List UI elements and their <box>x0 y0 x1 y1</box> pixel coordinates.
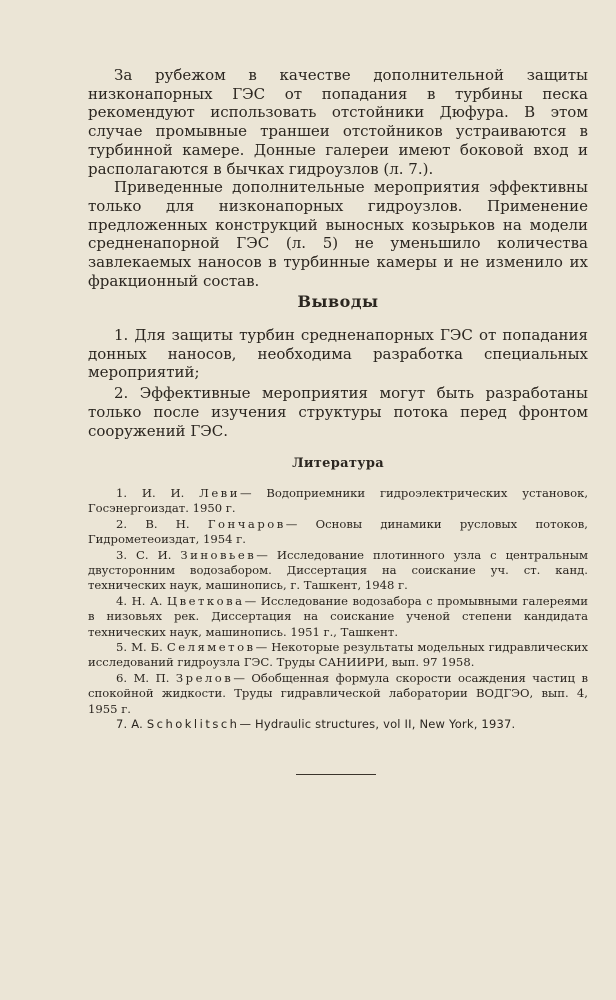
reference-number: 3. <box>116 547 128 562</box>
reference-initials: И. И. <box>141 486 185 500</box>
reference-initials: Н. А. <box>131 593 163 608</box>
conclusion-item-1: 1. Для защиты турбин средненапорных ГЭС от попадания донных наносов, необходима разработка специальных мероприятий; <box>88 326 588 382</box>
reference-item <box>88 486 588 517</box>
reference-text: — Обобщенная формула скорости осаждения частиц в спокойной жидкости. Труды гидравлической лаборатории ВОДГЭО, вып. 4, 1955 г. <box>88 670 588 716</box>
reference-author: Гончаров <box>207 516 286 531</box>
reference-item <box>88 594 588 640</box>
reference-number: 2. <box>116 516 128 531</box>
reference-author: Леви <box>199 486 240 500</box>
reference-item <box>88 548 588 594</box>
body-text <box>88 66 588 290</box>
reference-number: 1. <box>116 486 128 500</box>
reference-text: — Некоторые результаты модельных гидравлических исследований гидроузла ГЭС. Труды САНИИРИ, вып. 97 1958. <box>88 640 588 670</box>
reference-item <box>88 717 588 732</box>
reference-number: 4. <box>116 593 128 608</box>
conclusions-list <box>88 326 588 442</box>
reference-initials: В. Н. <box>145 516 190 531</box>
reference-initials: М. Б. <box>131 640 163 655</box>
reference-text: — Водоприемники гидроэлектрических установок, Госэнергоиздат. 1950 г. <box>88 486 588 516</box>
reference-number: 5. <box>116 640 128 655</box>
reference-initials: М. П. <box>133 670 170 685</box>
body-paragraph-2: Приведенные дополнительные мероприятия эффективны только для низконапорных гидроузлов. Применение предложенных конструкций выносных козырьков на модели средненапорной ГЭС (л. 5) не уменьшило количества завлекаемых наносов в турбинные камеры и не изменило их фракционный состав. <box>88 178 588 290</box>
reference-number: 6. <box>116 670 128 685</box>
reference-text: — Исследование водозабора с промывными галереями в низовьях рек. Диссертация на соискание ученой степени кандидата технических наук, машинопись. 1951 г., Ташкент. <box>88 593 588 639</box>
reference-text: — Основы динамики русловых потоков, Гидрометеоиздат, 1954 г. <box>88 516 588 547</box>
reference-author: Зиновьев <box>180 547 257 562</box>
end-divider <box>296 774 376 775</box>
conclusions-heading: Выводы <box>297 292 379 311</box>
literature-heading: Литература <box>292 456 384 471</box>
reference-author: Цветкова <box>167 593 245 608</box>
reference-item <box>88 671 588 717</box>
reference-text: — Hydraulic structures, vol II, New York, 1937. <box>239 717 516 732</box>
reference-text: — Исследование плотинного узла с центральным двусторонним водозабором. Диссертация на соискание уч. ст. канд. технических наук, машинопись, г. Ташкент, 1948 г. <box>88 547 589 593</box>
reference-author: Селяметов <box>166 640 256 655</box>
reference-list <box>88 486 588 733</box>
reference-author: Schoklitsch <box>146 717 240 732</box>
reference-number: 7. <box>116 717 128 732</box>
conclusion-item-2: 2. Эффективные мероприятия могут быть разработаны только после изучения структуры потока перед фронтом сооружений ГЭС. <box>88 384 588 440</box>
reference-item <box>88 640 588 671</box>
reference-initials: A. <box>131 717 143 732</box>
reference-item <box>88 517 588 548</box>
reference-initials: С. И. <box>136 547 172 562</box>
reference-author: Зрелов <box>175 670 234 685</box>
body-paragraph-1: За рубежом в качестве дополнительной защиты низконапорных ГЭС от попадания в турбины песка рекомендуют использовать отстойники Дюфура. В этом случае промывные траншеи отстойников устраиваются в турбинной камере. Донные галереи имеют боковой вход и располагаются в бычках гидроузлов (л. 7.). <box>88 66 588 178</box>
